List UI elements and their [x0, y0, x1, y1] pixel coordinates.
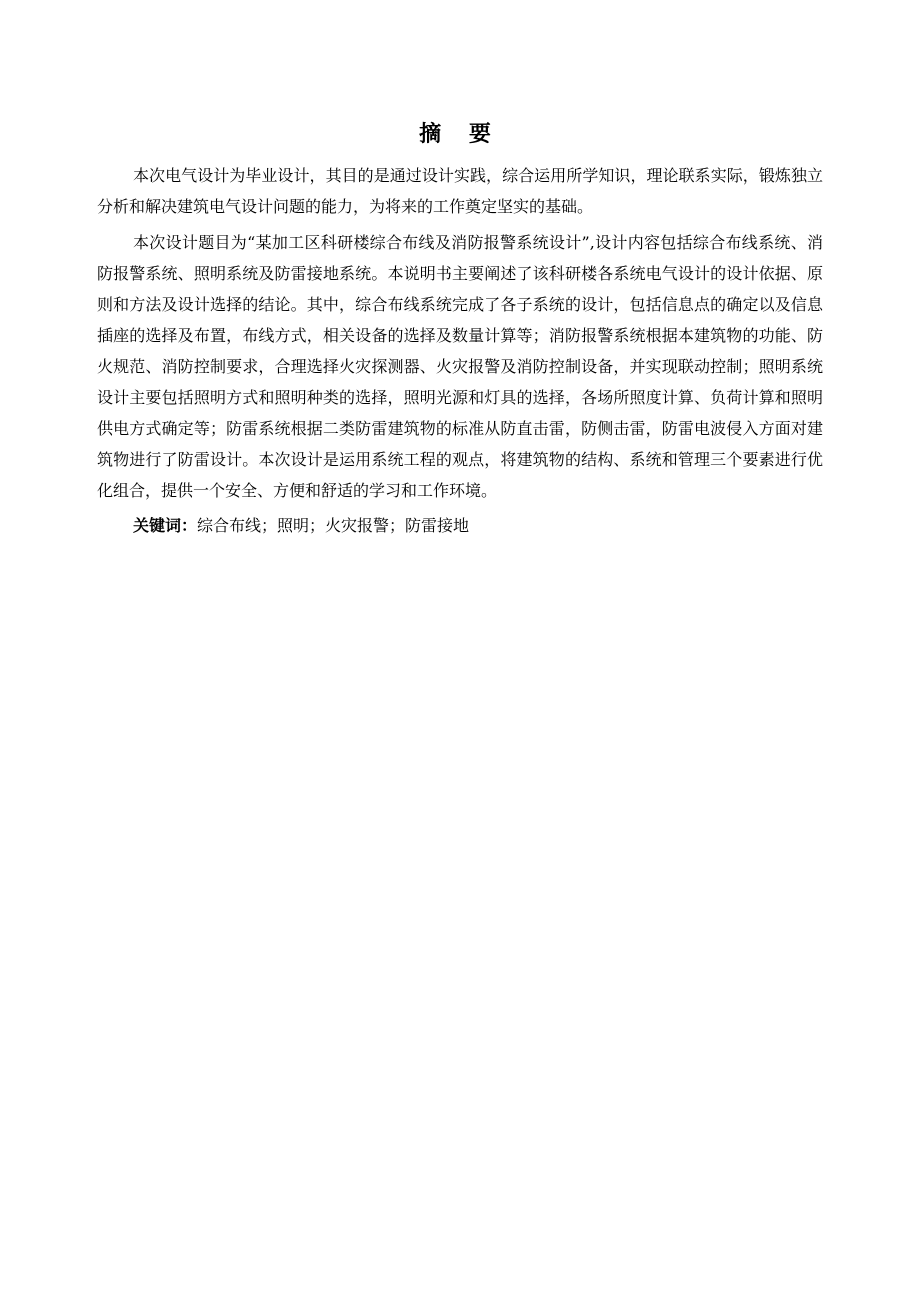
keywords-label: 关键词：	[133, 516, 198, 535]
abstract-paragraph-1: 本次电气设计为毕业设计，其目的是通过设计实践，综合运用所学知识，理论联系实际，锻炼独立分析和解决建筑电气设计问题的能力，为将来的工作奠定坚实的基础。	[97, 166, 823, 216]
abstract-title: 摘 要	[419, 122, 501, 147]
abstract-paragraph-2: 本次设计题目为“某加工区科研楼综合布线及消防报警系统设计”,设计内容包括综合布线系统、消防报警系统、照明系统及防雷接地系统。本说明书主要阐述了该科研楼各系统电气设计的设计依据、原则和方法及设计选择的结论。其中，综合布线系统完成了各子系统的设计，包括信息点的确定以及信息插座的选择及布置，布线方式，相关设备的选择及数量计算等；消防报警系统根据本建筑物的功能、防火规范、消防控制要求，合理选择火灾探测器、火灾报警及消防控制设备，并实现联动控制；照明系统设计主要包括照明方式和照明种类的选择，照明光源和灯具的选择，各场所照度计算、负荷计算和照明供电方式确定等；防雷系统根据二类防雷建筑物的标准从防直击雷，防侧击雷，防雷电波侵入方面对建筑物进行了防雷设计。本次设计是运用系统工程的观点，将建筑物的结构、系统和管理三个要素进行优化组合，提供一个安全、方便和舒适的学习和工作环境。	[97, 233, 823, 500]
abstract-body	[97, 160, 823, 541]
keywords-value: 综合布线；照明；火灾报警；防雷接地	[197, 516, 470, 535]
keywords-line	[97, 510, 823, 541]
